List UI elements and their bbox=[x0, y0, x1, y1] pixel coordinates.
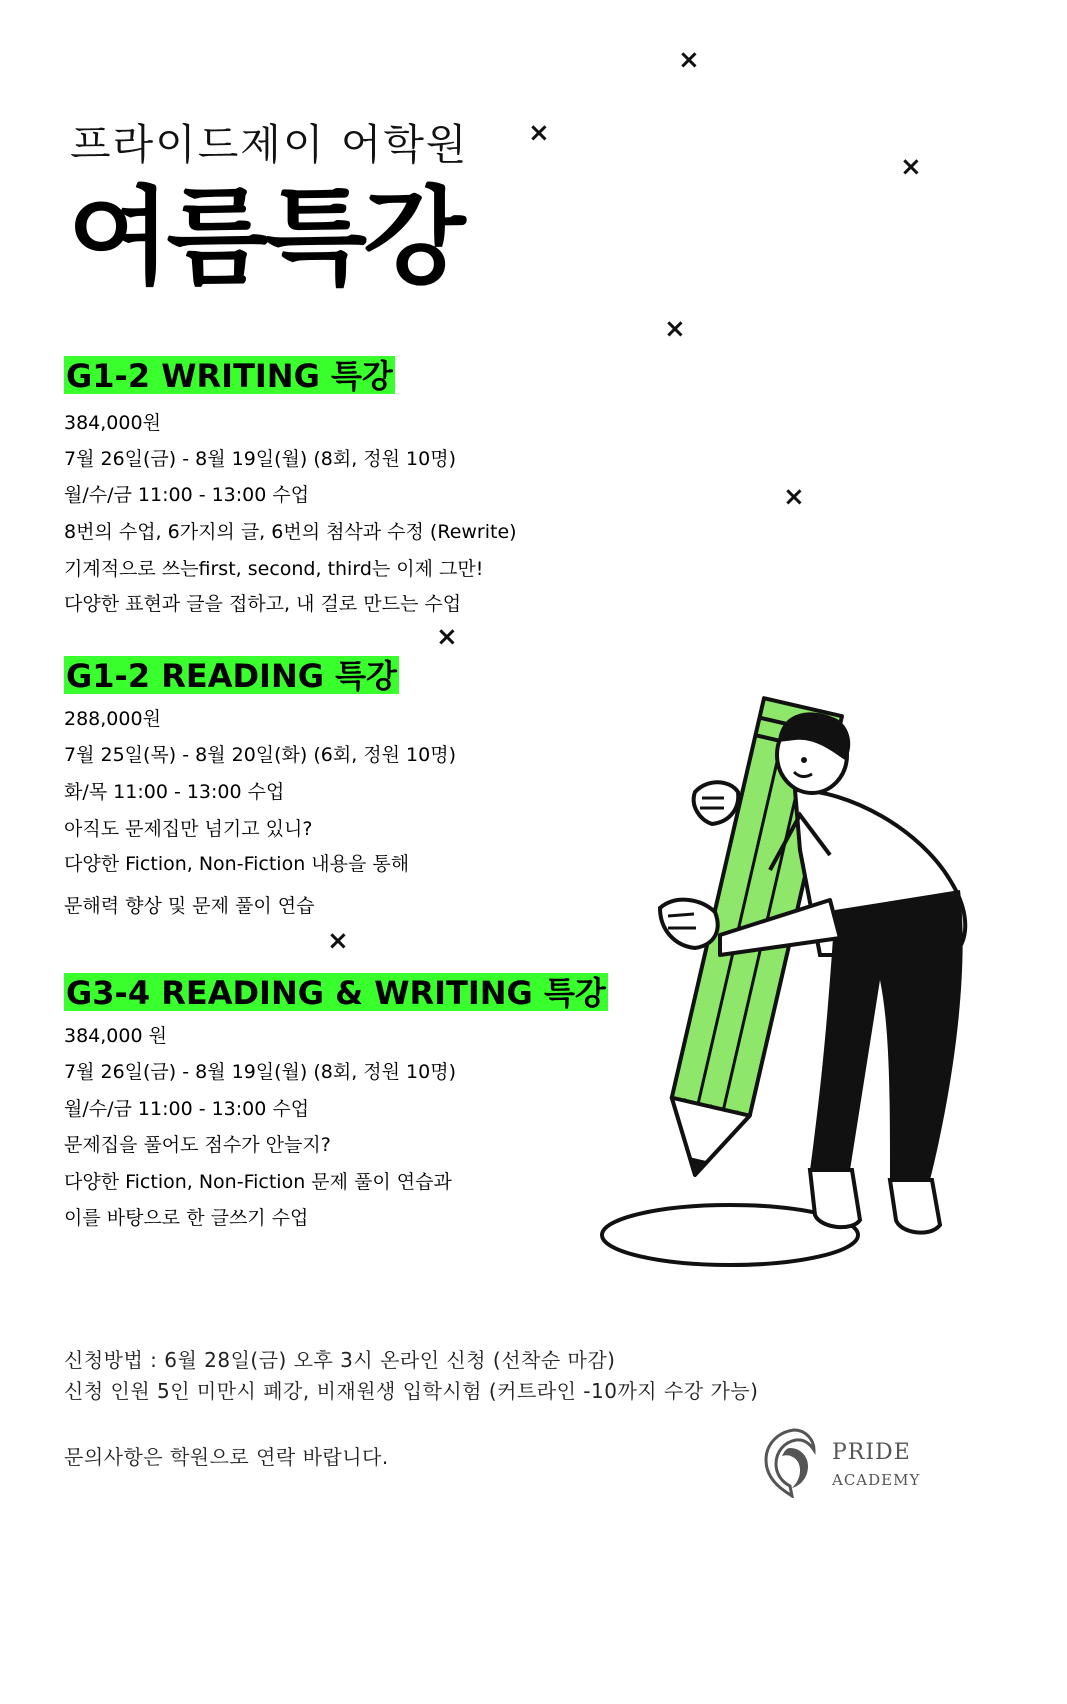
section-description: 문제집을 풀어도 점수가 안늘지? bbox=[64, 1134, 331, 1156]
section-description: 기계적으로 쓰는first, second, third는 이제 그만! bbox=[64, 558, 484, 580]
contact-info: 문의사항은 학원으로 연락 바랍니다. bbox=[64, 1445, 389, 1469]
section-heading-writing: G1-2 WRITING 특강 bbox=[66, 357, 393, 395]
section-dates: 7월 26일(금) - 8월 19일(월) (8회, 정원 10명) bbox=[64, 448, 456, 470]
section-description: 아직도 문제집만 넘기고 있니? bbox=[64, 818, 313, 840]
section-description: 다양한 Fiction, Non-Fiction 문제 풀이 연습과 bbox=[64, 1171, 452, 1193]
section-description: 다양한 Fiction, Non-Fiction 내용을 통해 bbox=[64, 853, 410, 875]
section-price: 384,000원 bbox=[64, 412, 161, 434]
section-description: 문해력 향상 및 문제 풀이 연습 bbox=[64, 895, 315, 917]
section-schedule: 월/수/금 11:00 - 13:00 수업 bbox=[64, 1098, 310, 1120]
enrollment-notice: 신청 인원 5인 미만시 폐강, 비재원생 입학시험 (커트라인 -10까지 수강 가능) bbox=[64, 1379, 759, 1403]
section-heading-reading-writing: G3-4 READING & WRITING 특강 bbox=[66, 974, 606, 1012]
section-dates: 7월 26일(금) - 8월 19일(월) (8회, 정원 10명) bbox=[64, 1061, 456, 1083]
cross-decoration: × bbox=[528, 118, 550, 148]
application-info: 신청방법 : 6월 28일(금) 오후 3시 온라인 신청 (선착순 마감) bbox=[64, 1348, 616, 1372]
logo-name: PRIDE bbox=[832, 1440, 911, 1465]
cross-decoration: × bbox=[900, 152, 922, 182]
logo-subtitle: ACADEMY bbox=[832, 1471, 921, 1489]
cross-decoration: × bbox=[327, 926, 349, 956]
section-heading-reading: G1-2 READING 특강 bbox=[66, 657, 397, 695]
lion-logo-icon bbox=[760, 1426, 822, 1498]
section-description: 이를 바탕으로 한 글쓰기 수업 bbox=[64, 1207, 309, 1229]
pencil-person-illustration bbox=[590, 680, 990, 1280]
page-title: 여름특강 bbox=[68, 176, 462, 299]
section-schedule: 월/수/금 11:00 - 13:00 수업 bbox=[64, 484, 310, 506]
cross-decoration: × bbox=[436, 622, 458, 652]
academy-name: 프라이드제이 어학원 bbox=[70, 120, 469, 169]
cross-decoration: × bbox=[678, 45, 700, 75]
section-dates: 7월 25일(목) - 8월 20일(화) (6회, 정원 10명) bbox=[64, 744, 456, 766]
section-price: 384,000 원 bbox=[64, 1025, 167, 1047]
section-price: 288,000원 bbox=[64, 708, 161, 730]
section-schedule: 화/목 11:00 - 13:00 수업 bbox=[64, 781, 285, 803]
section-description: 8번의 수업, 6가지의 글, 6번의 첨삭과 수정 (Rewrite) bbox=[64, 521, 517, 543]
section-description: 다양한 표현과 글을 접하고, 내 걸로 만드는 수업 bbox=[64, 593, 462, 615]
cross-decoration: × bbox=[783, 482, 805, 512]
cross-decoration: × bbox=[664, 314, 686, 344]
